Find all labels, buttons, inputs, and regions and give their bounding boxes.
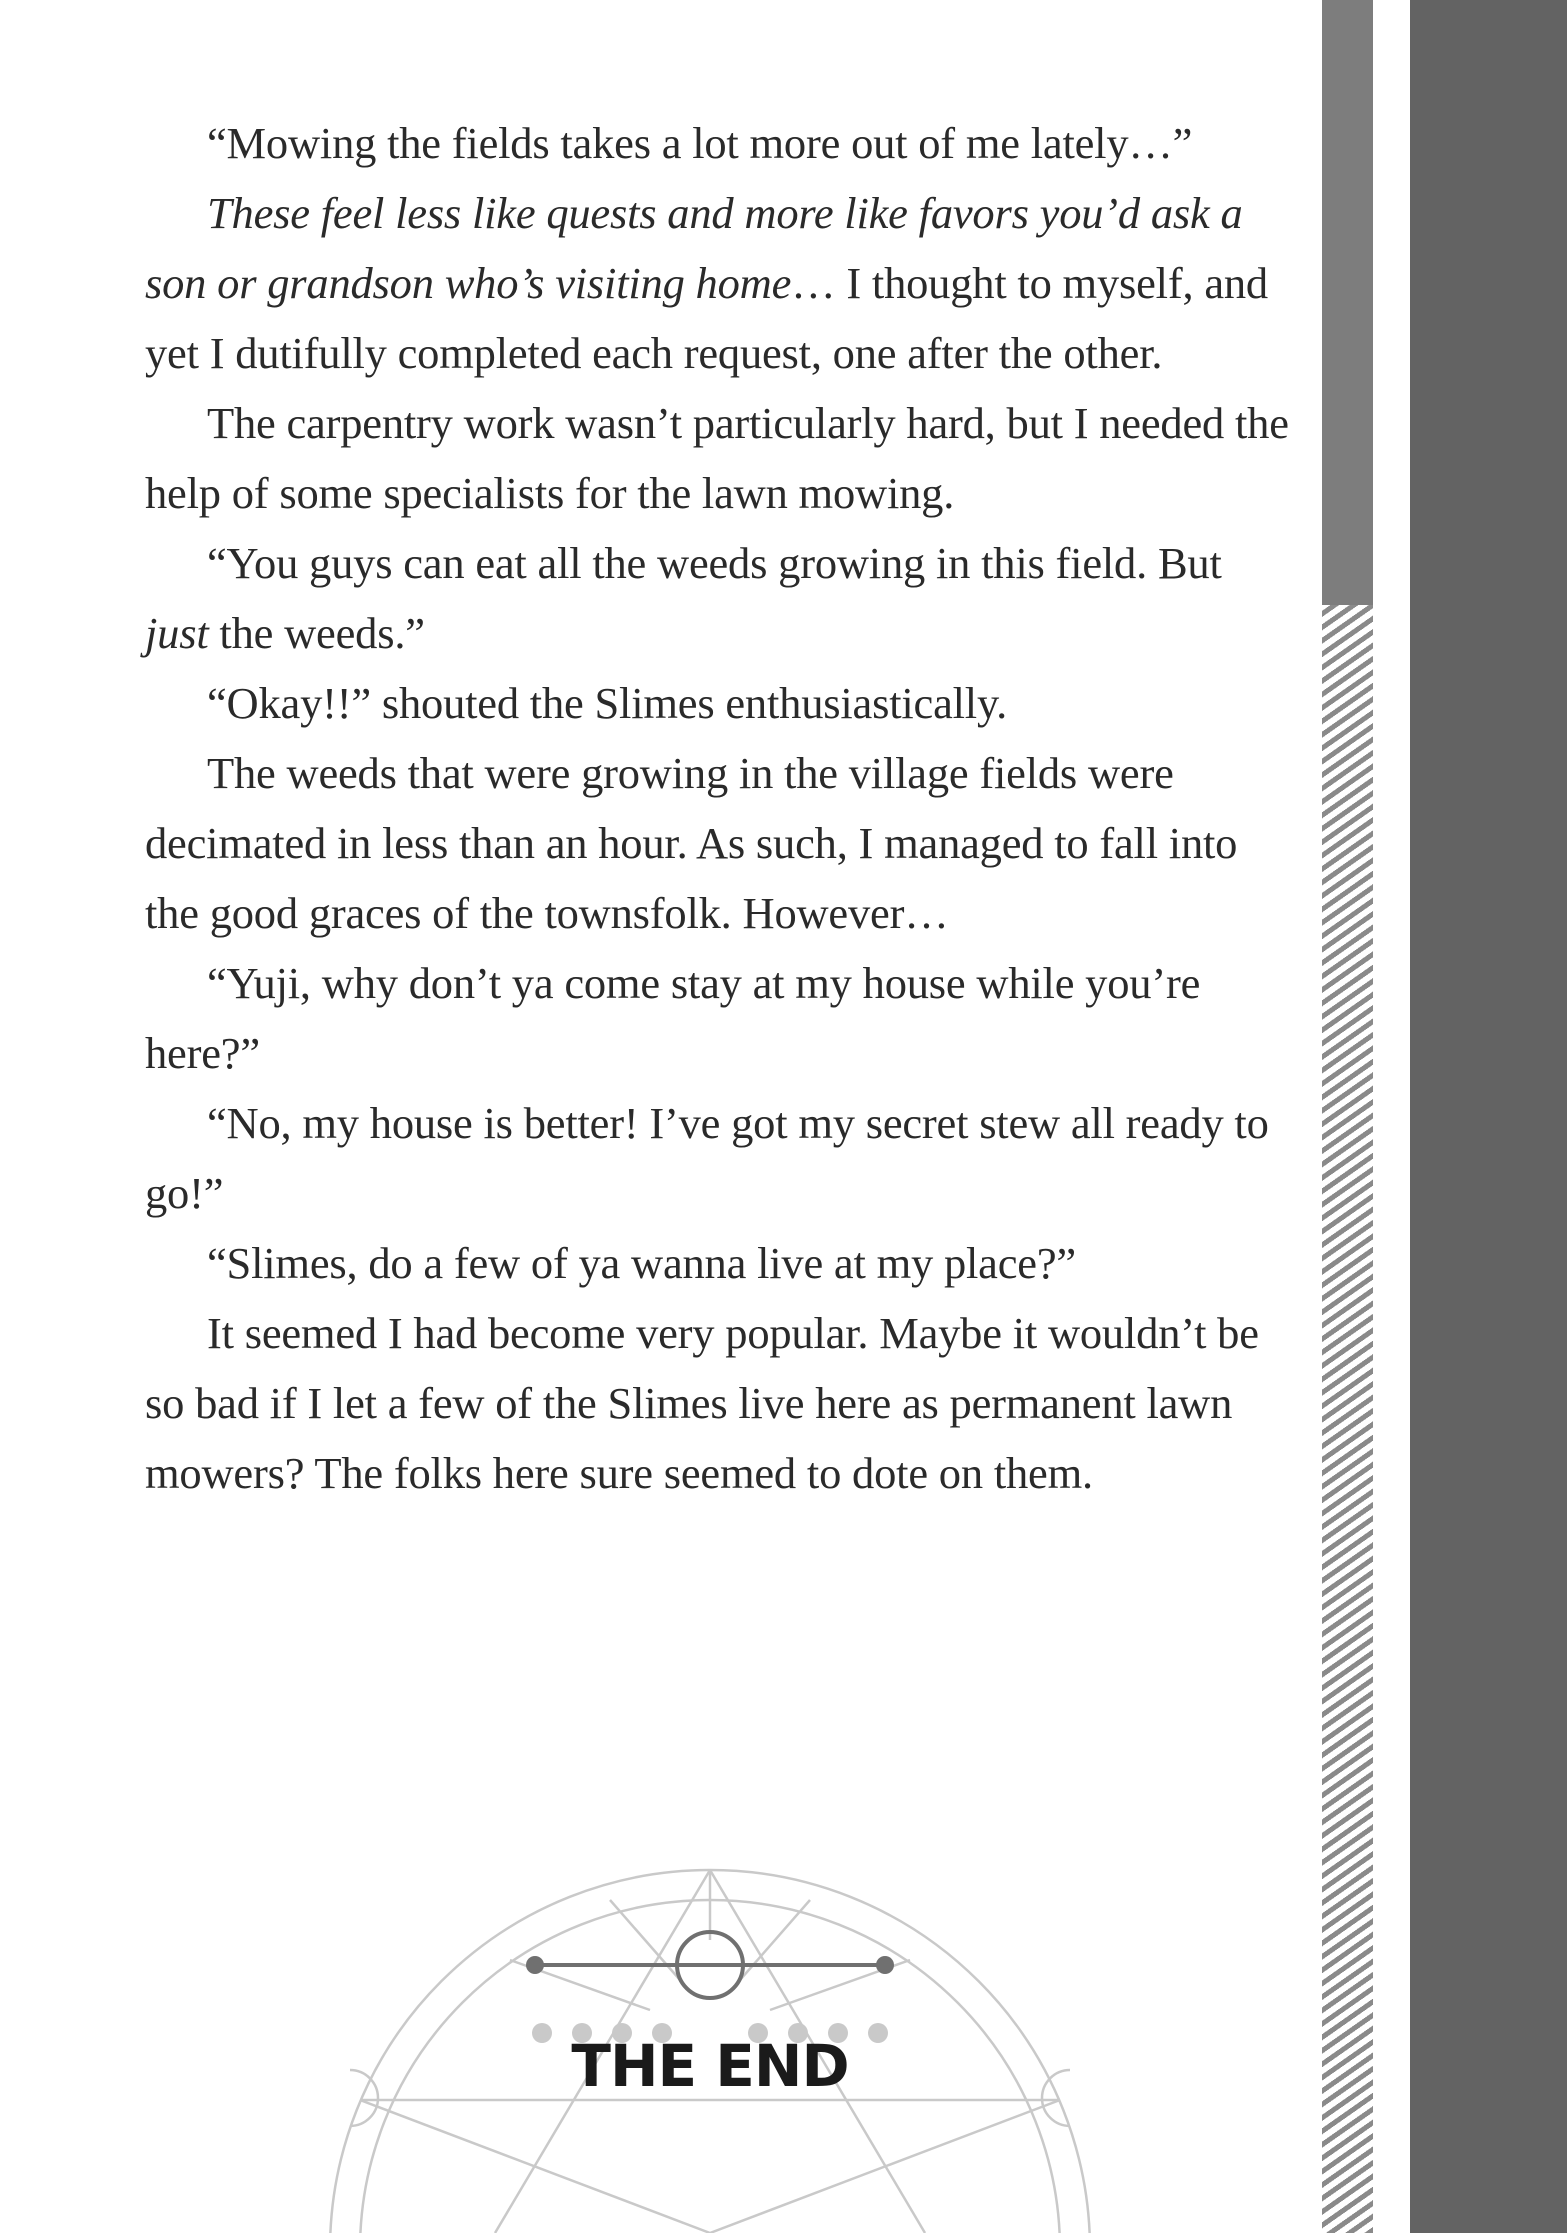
paragraph — [145, 1088, 1295, 1228]
paragraph — [145, 178, 1295, 388]
italic-text: These feel less like quests and more like favors you’d ask a son or grandson who’s visiting home — [145, 188, 1243, 308]
side-bar-dark — [1410, 0, 1567, 2233]
end-emblem — [320, 1780, 1120, 2233]
paragraph — [145, 528, 1295, 668]
text-run: “Okay!!” shouted the Slimes enthusiastically. — [207, 678, 1008, 728]
side-bar-striped — [1322, 605, 1373, 2233]
paragraph — [145, 108, 1295, 178]
paragraph — [145, 1228, 1295, 1298]
paragraph — [145, 1298, 1295, 1508]
text-run: The weeds that were growing in the village fields were decimated in less than an hour. As such, I managed to fall into the good graces of the townsfolk. However… — [145, 748, 1238, 938]
paragraph — [145, 388, 1295, 528]
text-run: the weeds.” — [208, 608, 425, 658]
text-run: The carpentry work wasn’t particularly hard, but I needed the help of some specialists for the lawn mowing. — [145, 398, 1289, 518]
page-text — [145, 108, 1295, 1508]
paragraph — [145, 668, 1295, 738]
text-run: “Yuji, why don’t ya come stay at my house while you’re here?” — [145, 958, 1201, 1078]
paragraph — [145, 738, 1295, 948]
text-run: … I thought to myself, and yet I dutifully completed each request, one after the other. — [145, 258, 1268, 378]
italic-text: just — [145, 608, 209, 658]
paragraph — [145, 948, 1295, 1088]
text-run: “Slimes, do a few of ya wanna live at my place?” — [207, 1238, 1076, 1288]
side-bar-light — [1322, 0, 1373, 605]
end-title: THE END — [571, 2032, 849, 2100]
text-run: “No, my house is better! I’ve got my secret stew all ready to go!” — [145, 1098, 1269, 1218]
text-run: “Mowing the fields takes a lot more out of me lately…” — [207, 118, 1193, 168]
text-run: It seemed I had become very popular. Maybe it wouldn’t be so bad if I let a few of the Slimes live here as permanent lawn mowers? The folks here sure seemed to dote on them. — [145, 1308, 1259, 1498]
text-run: “You guys can eat all the weeds growing in this field. But — [207, 538, 1222, 588]
